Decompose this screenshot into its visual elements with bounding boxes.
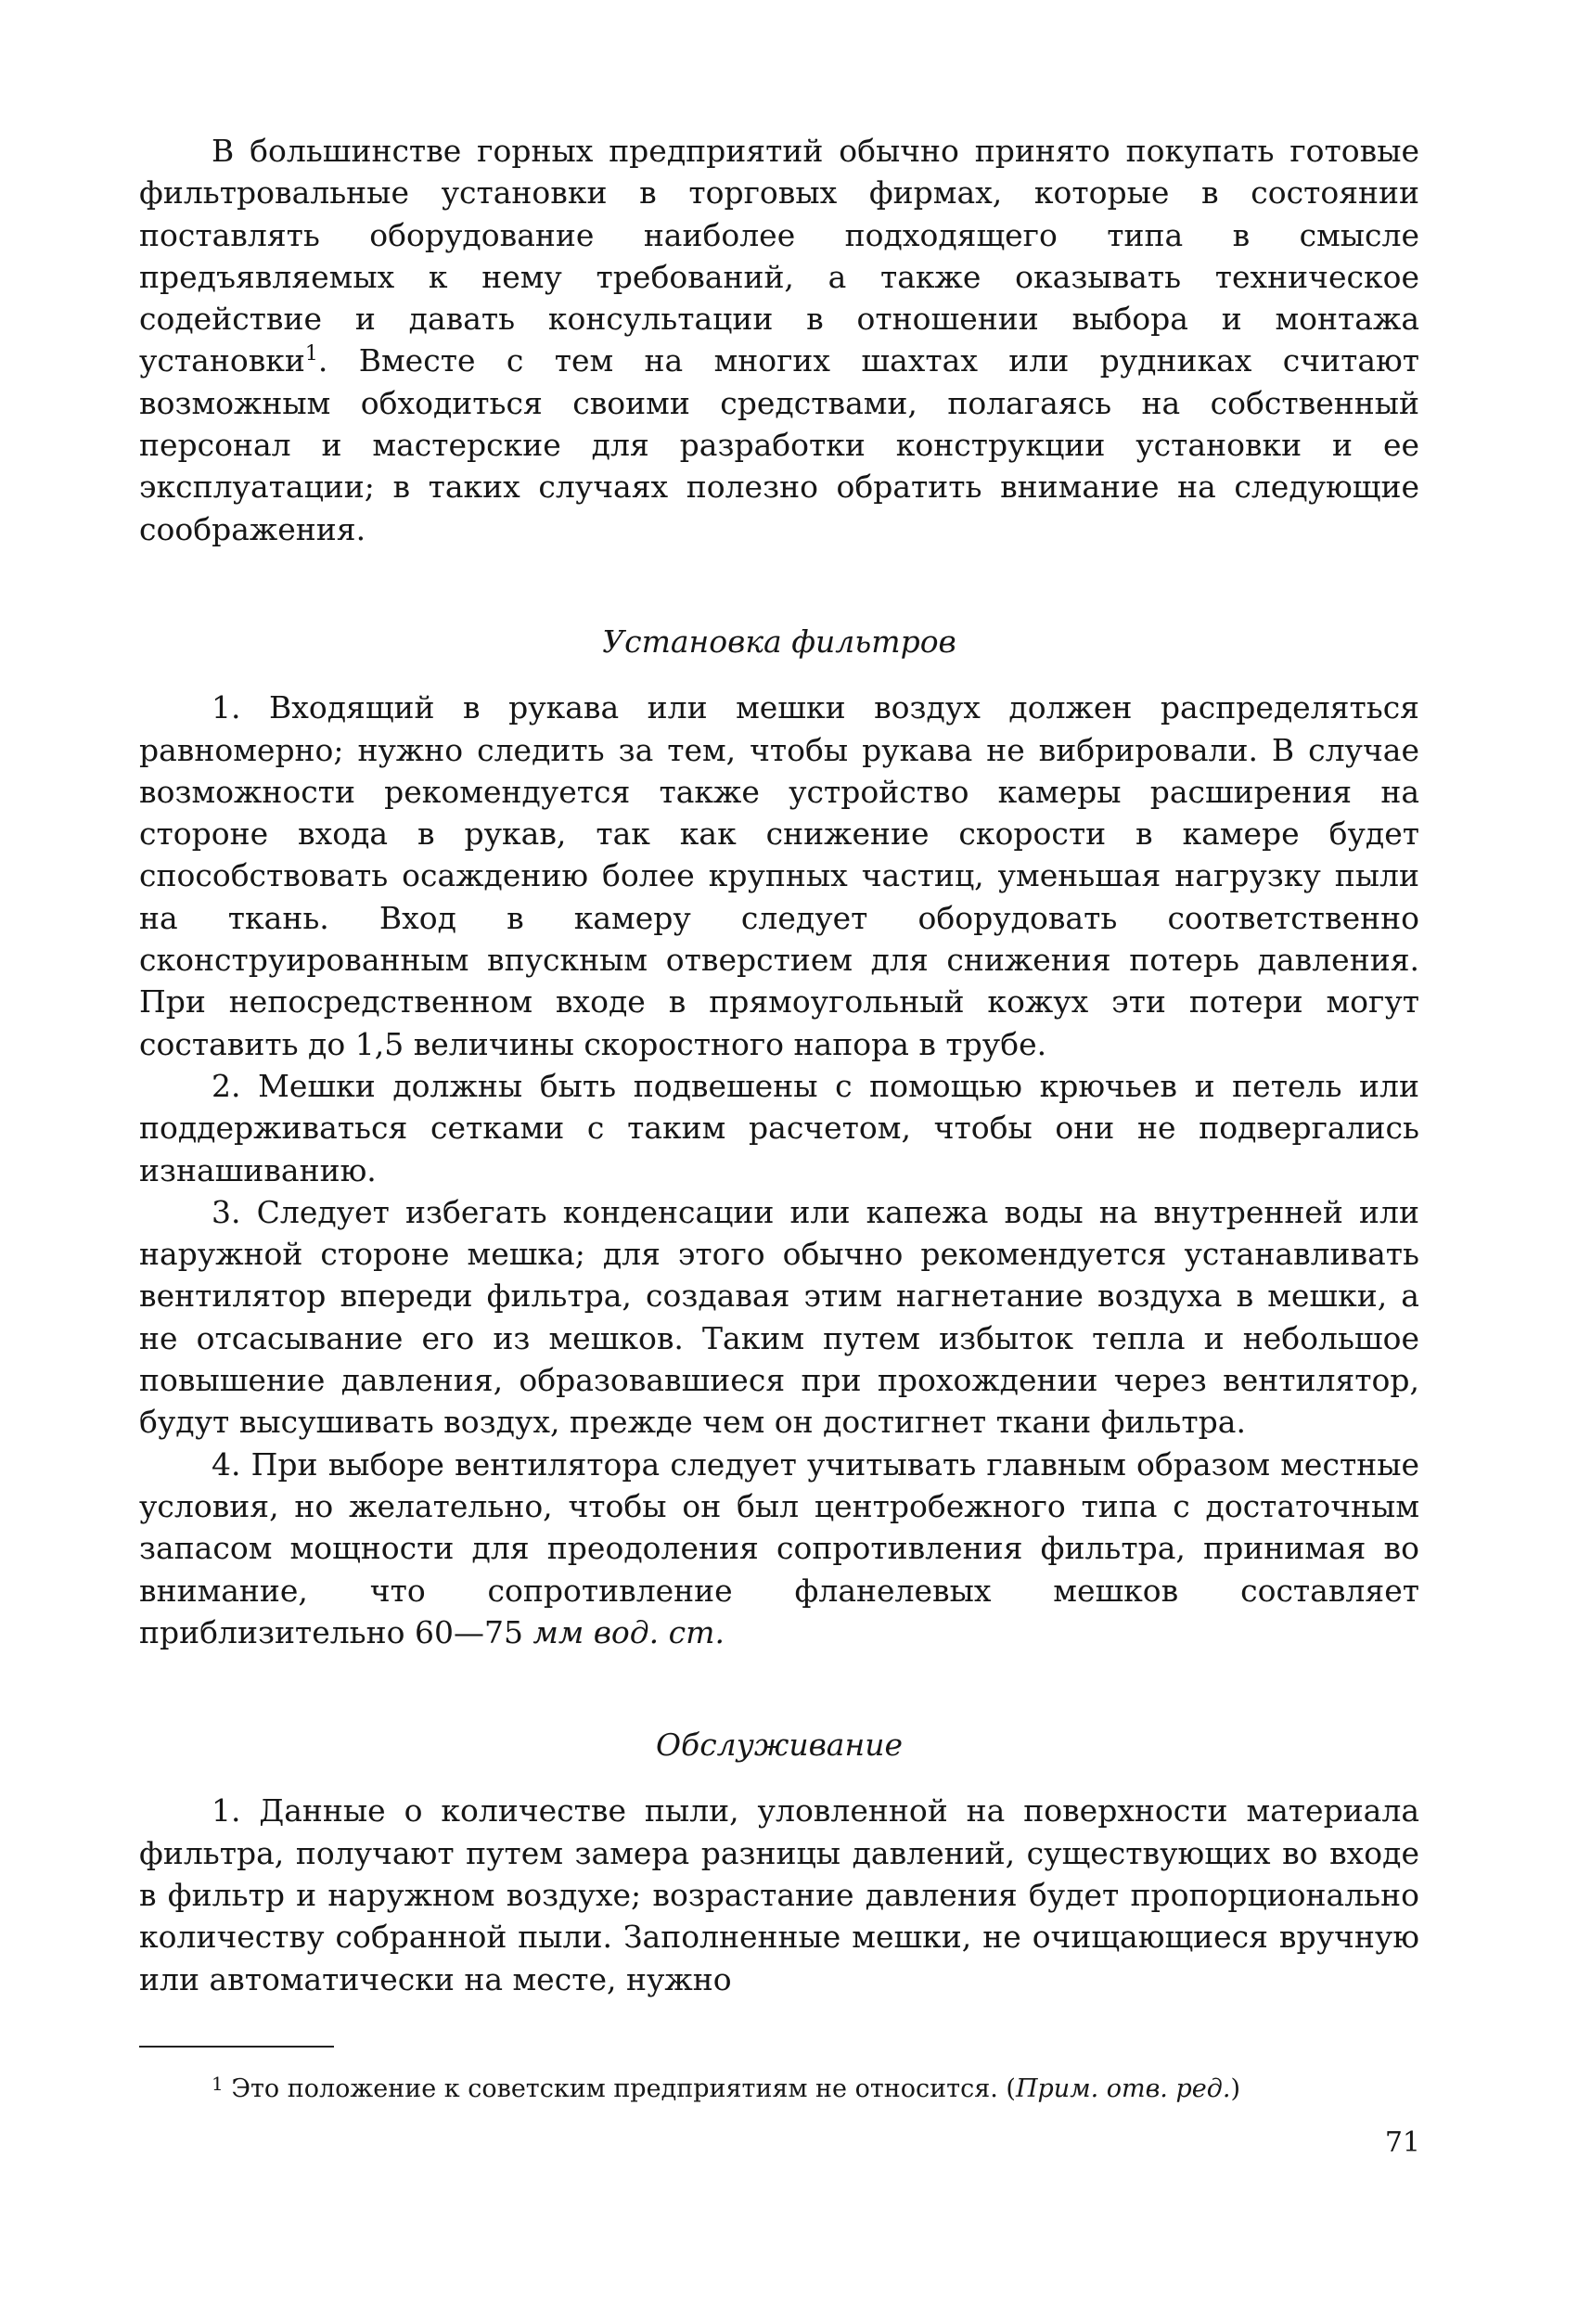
page-body: [139, 130, 1419, 2000]
footnote-reference-mark[interactable]: 1: [304, 342, 318, 366]
footnote-editor-note: Прим. отв. ред.: [1015, 2074, 1231, 2103]
installation-item-2: 2. Мешки должны быть подвешены с помощью крючьев и петель или поддерживаться сетками с таким расчетом, чтобы они не подвергались изнашиванию.: [139, 1067, 1419, 1188]
footnote-text: Это положение к советским предприятиям не относится. (: [231, 2074, 1016, 2103]
footnote-close-paren: ): [1230, 2074, 1240, 2103]
installation-item-4: [139, 1444, 1419, 1653]
installation-item-1: 1. Входящий в рукава или мешки воздух должен распределяться равномерно; нужно следить за тем, чтобы рукава не вибрировали. В случае возможности рекомендуется также устройство камеры расширения на стороне входа в рукав, так как снижение скорости в камере будет способствовать осаждению более крупных частиц, уменьшая нагрузку пыли на ткань. Вход в камеру следует оборудовать соответственно сконструированным впускным отверстием для снижения потерь давления. При непосредственном входе в прямоугольный кожух эти потери могут составить до 1,5 величины скоростного напора в трубе.: [139, 689, 1419, 1062]
maintenance-item-1: 1. Данные о количестве пыли, уловленной на поверхности материала фильтра, получают путем замера разницы давлений, существующих во входе в фильтр и наружном воздухе; возрастание давления будет пропорционально количеству собранной пыли. Заполненные мешки, не очищающиеся вручную или автоматически на месте, нужно: [139, 1792, 1419, 1997]
installation-item-3: 3. Следует избегать конденсации или капежа воды на внутренней или наружной стороне мешка; для этого обычно рекомендуется устанавливать вентилятор впереди фильтра, создавая этим нагнетание воздуха в мешки, а не отсасывание его из мешков. Таким путем избыток тепла и небольшое повышение давления, образовавшиеся при прохождении через вентилятор, будут высушивать воздух, прежде чем он достигнет ткани фильтра.: [139, 1193, 1419, 1441]
section-title-maintenance: Обслуживание: [656, 1727, 903, 1764]
footnote-mark: 1: [212, 2073, 224, 2095]
intro-text-before-ref: В большинстве горных предприятий обычно принято покупать готовые фильтровальные установки в торговых фирмах, которые в состоянии поставлять оборудование наиболее подходящего типа в смысле предъявляемых к нему требований, а также оказывать техническое содействие и давать консультации в отношении выбора и монтажа установки: [139, 133, 1419, 379]
footnote: [139, 2067, 1419, 2106]
footnote-divider: [139, 2046, 334, 2048]
intro-text-after-ref: . Вместе с тем на многих шахтах или рудниках считают возможным обходиться своими средствами, полагаясь на собственный персонал и мастерские для разработки конструкции установки и ее эксплуатации; в таких случаях полезно обратить внимание на следующие соображения.: [139, 342, 1419, 547]
intro-paragraph: [139, 130, 1419, 550]
installation-item-4-unit: мм вод. ст.: [532, 1613, 725, 1650]
page-number: 71: [1384, 2126, 1420, 2159]
installation-item-4-text: 4. При выборе вентилятора следует учитывать главным образом местные условия, но желательно, чтобы он был центробежного типа с достаточным запасом мощности для преодоления сопротивления фильтра, принимая во внимание, что сопротивление фланелевых мешков составляет приблизительно 60—75: [139, 1445, 1419, 1650]
section-title-installation: Установка фильтров: [602, 623, 956, 660]
